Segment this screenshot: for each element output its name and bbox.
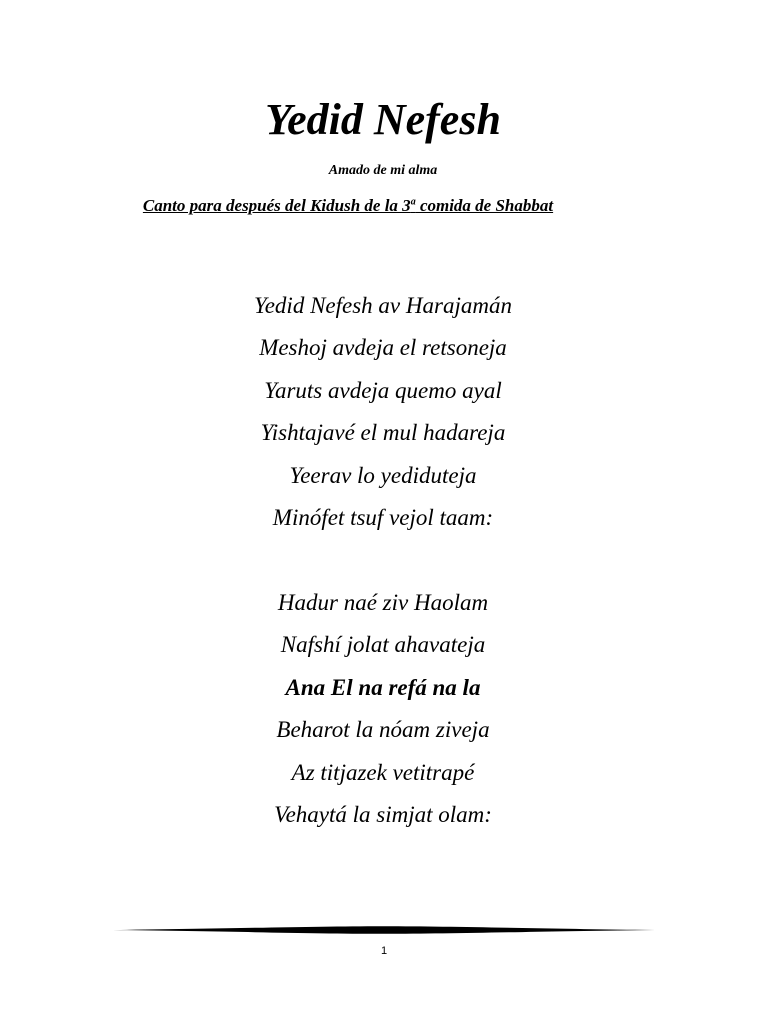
verse-line: Yeerav lo yediduteja [289,462,477,488]
verse-line: Vehaytá la simjat olam: [274,801,492,827]
caption-text: Canto para después del Kidush de la 3 [142,196,411,215]
verse-line: Yedid Nefesh av Harajamán [254,293,512,318]
verse-line: Nafshí jolat ahavateja [280,632,486,658]
caption-text-end: comida de Shabbat [415,196,554,215]
stanza-2 [0,582,766,836]
verse-line: Meshoj avdeja el retsoneja [259,335,507,361]
verse-line: Yaruts avdeja quemo ayal [264,377,502,403]
footer-divider [113,924,655,936]
verse-line-emphasized: Ana El na refá na la [285,674,481,700]
verse-line: Minófet tsuf vejol taam: [272,504,494,530]
song-caption [0,195,696,217]
verse-line: Hadur naé ziv Haolam [277,590,489,615]
page-title: Yedid Nefesh [265,95,501,144]
stanza-1 [0,285,766,539]
verse-line: Yishtajavé el mul hadareja [260,420,506,446]
page-number: 1 [380,945,388,957]
verse-line: Az titjazek vetitrapé [291,759,475,785]
page-subtitle: Amado de mi alma [328,163,438,178]
verse-line: Beharot la nóam ziveja [276,717,490,743]
caption-ordinal-superscript: a [410,196,416,208]
